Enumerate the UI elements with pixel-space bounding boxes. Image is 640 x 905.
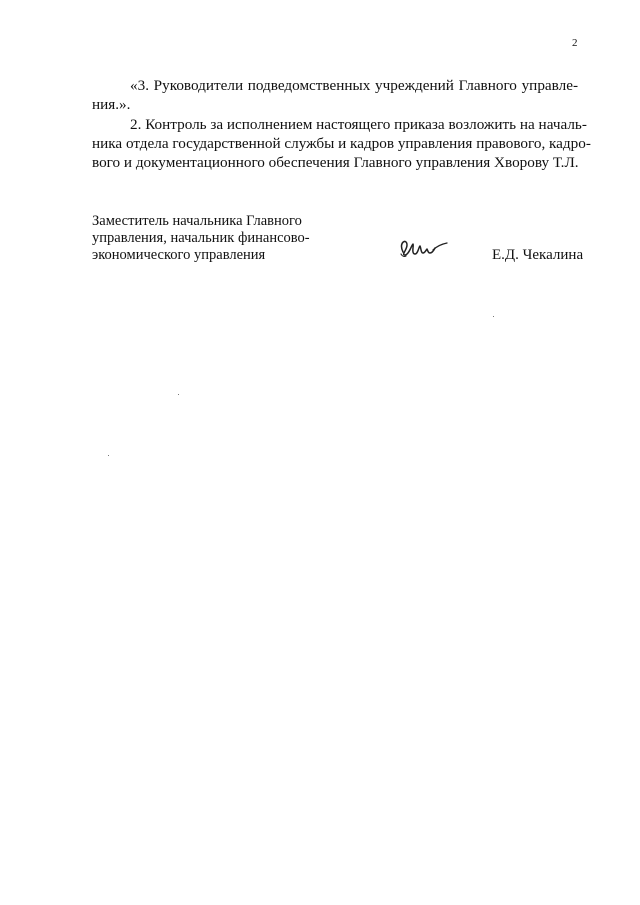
signatory-title-line: экономического управления — [92, 247, 266, 263]
signatory-title-line: Заместитель начальника Главного — [92, 213, 302, 229]
paragraph-line: ника отдела государственной службы и кадров управления правового, кадро- — [92, 135, 591, 152]
scan-speck — [178, 394, 179, 395]
signatory-name: Е.Д. Чекалина — [492, 247, 584, 263]
handwritten-signature-icon — [393, 232, 449, 262]
paragraph-line: вого и документационного обеспечения Главного управления Хворову Т.Л. — [92, 154, 579, 171]
paragraph-line: 2. Контроль за исполнением настоящего приказа возложить на началь- — [130, 116, 587, 133]
paragraph-line: «3. Руководители подведомственных учреждений Главного управле- — [130, 77, 578, 94]
signatory-title-line: управления, начальник финансово- — [92, 230, 310, 246]
page-number: 2 — [572, 37, 578, 49]
scan-speck — [108, 455, 109, 456]
paragraph-line: ния.». — [92, 96, 131, 113]
scan-speck — [493, 316, 494, 317]
